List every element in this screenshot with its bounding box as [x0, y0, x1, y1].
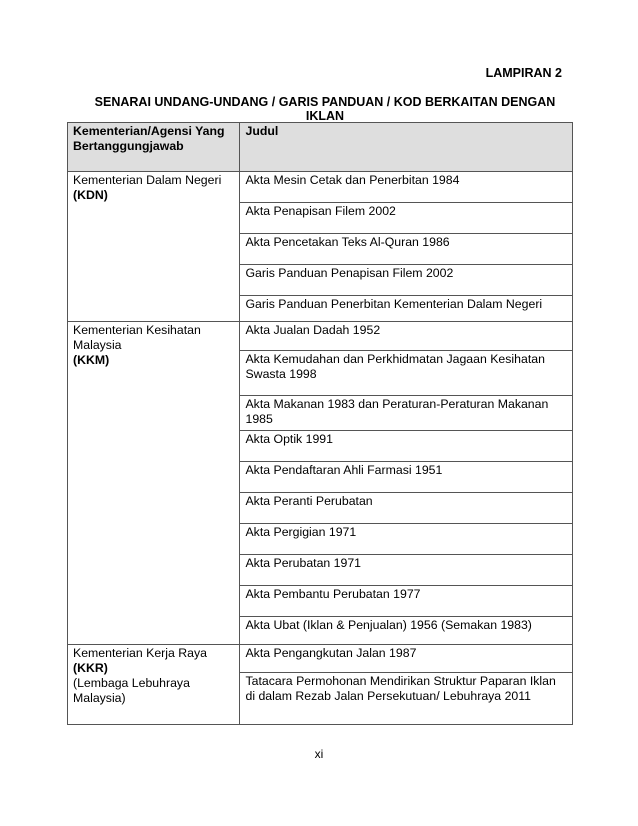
agency-subunit: (Lembaga Lebuhraya Malaysia): [73, 676, 190, 705]
law-title-cell: Tatacara Permohonan Mendirikan Struktur Paparan Iklan di dalam Rezab Jalan Persekutuan/ Lebuhraya 2011: [240, 673, 573, 725]
agency-cell: [68, 322, 240, 645]
table-row: [68, 322, 573, 351]
agency-cell: [68, 172, 240, 322]
law-title-cell: Akta Perubatan 1971: [240, 555, 573, 586]
law-title-cell: Akta Pembantu Perubatan 1977: [240, 586, 573, 617]
law-title-cell: Akta Ubat (Iklan & Penjualan) 1956 (Semakan 1983): [240, 617, 573, 645]
law-title-cell: Akta Optik 1991: [240, 431, 573, 462]
agency-abbreviation: (KDN): [73, 188, 108, 202]
table-body: [68, 172, 573, 725]
agency-name: Kementerian Kesihatan Malaysia: [73, 323, 201, 352]
agency-cell: [68, 645, 240, 725]
document-title: SENARAI UNDANG-UNDANG / GARIS PANDUAN / KOD BERKAITAN DENGAN IKLAN: [94, 95, 556, 123]
column-header-title: Judul: [240, 123, 573, 172]
law-title-cell: Akta Mesin Cetak dan Penerbitan 1984: [240, 172, 573, 203]
agency-abbreviation: (KKM): [73, 353, 110, 367]
law-title-cell: Akta Pergigian 1971: [240, 524, 573, 555]
agency-abbreviation: (KKR): [73, 661, 108, 675]
law-title-cell: Akta Peranti Perubatan: [240, 493, 573, 524]
law-title-cell: Akta Jualan Dadah 1952: [240, 322, 573, 351]
page-number: xi: [314, 747, 324, 761]
law-title-cell: Garis Panduan Penapisan Filem 2002: [240, 265, 573, 296]
law-title-cell: Akta Pencetakan Teks Al-Quran 1986: [240, 234, 573, 265]
appendix-label: LAMPIRAN 2: [485, 66, 562, 80]
table-header-row: [68, 123, 573, 172]
table-row: [68, 645, 573, 673]
column-header-agency: Kementerian/Agensi Yang Bertanggungjawab: [68, 123, 240, 172]
law-title-cell: Akta Penapisan Filem 2002: [240, 203, 573, 234]
table-row: [68, 172, 573, 203]
law-title-cell: Akta Kemudahan dan Perkhidmatan Jagaan Kesihatan Swasta 1998: [240, 351, 573, 396]
law-title-cell: Akta Pengangkutan Jalan 1987: [240, 645, 573, 673]
law-title-cell: Akta Makanan 1983 dan Peraturan-Peraturan Makanan 1985: [240, 396, 573, 431]
law-list-table: [67, 122, 573, 725]
agency-name: Kementerian Kerja Raya: [73, 646, 207, 660]
law-title-cell: Garis Panduan Penerbitan Kementerian Dalam Negeri: [240, 296, 573, 322]
agency-name: Kementerian Dalam Negeri: [73, 173, 222, 187]
law-title-cell: Akta Pendaftaran Ahli Farmasi 1951: [240, 462, 573, 493]
